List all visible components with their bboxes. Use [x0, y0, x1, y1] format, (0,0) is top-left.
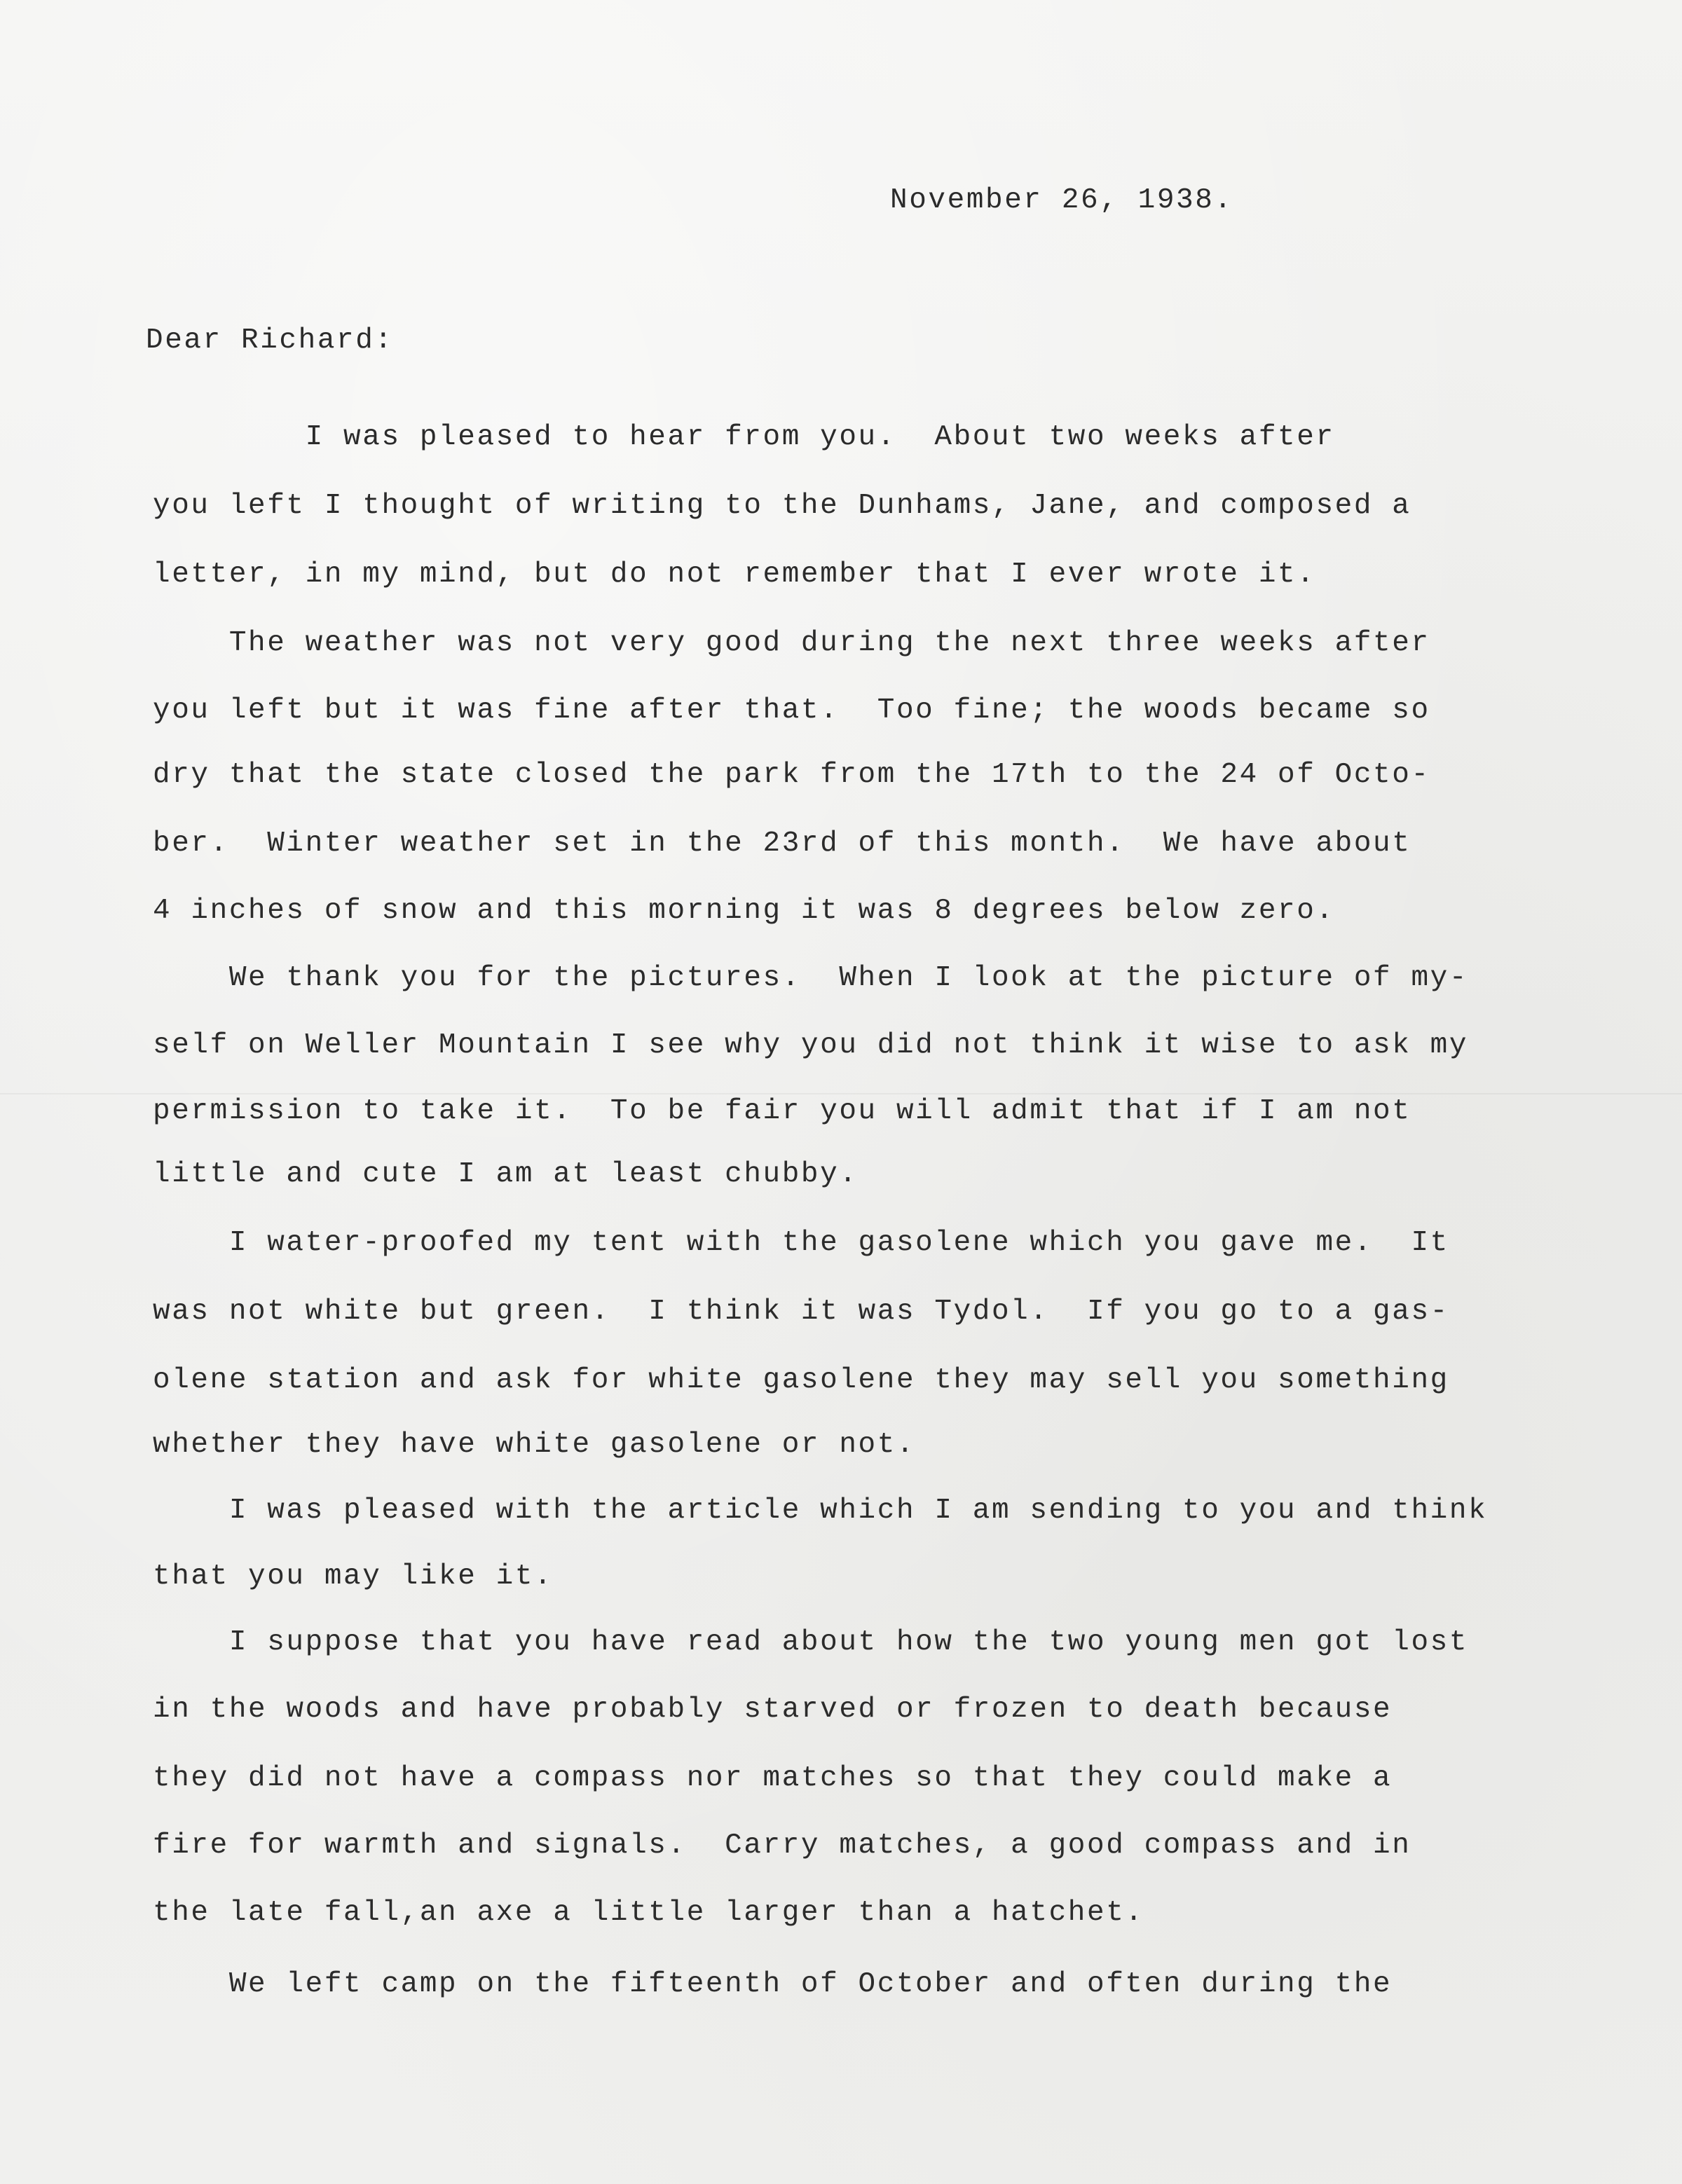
- letter-line-18: that you may like it.: [153, 1560, 554, 1593]
- letter-line-11: permission to take it. To be fair you will admit that if I am not: [153, 1095, 1411, 1127]
- letter-line-19: I suppose that you have read about how the two young men got lost: [153, 1626, 1469, 1658]
- letter-line-17: I was pleased with the article which I am sending to you and think: [153, 1495, 1488, 1527]
- letter-line-15: olene station and ask for white gasolene they may sell you something: [153, 1364, 1449, 1396]
- letter-line-24: We left camp on the fifteenth of October and often during the: [153, 1968, 1393, 2000]
- letter-salutation: Dear Richard:: [146, 324, 394, 357]
- letter-line-9: We thank you for the pictures. When I look at the picture of my-: [153, 962, 1469, 994]
- letter-line-4: The weather was not very good during the next three weeks after: [153, 627, 1430, 659]
- letter-line-23: the late fall,an axe a little larger than a hatchet.: [153, 1897, 1144, 1929]
- letter-line-16: whether they have white gasolene or not.: [153, 1429, 916, 1461]
- letter-line-20: in the woods and have probably starved or frozen to death because: [153, 1694, 1393, 1726]
- letter-line-10: self on Weller Mountain I see why you did not think it wise to ask my: [153, 1029, 1469, 1062]
- letter-line-13: I water-proofed my tent with the gasolene which you gave me. It: [153, 1227, 1449, 1259]
- letter-line-1: I was pleased to hear from you. About two weeks after: [153, 421, 1335, 453]
- letter-line-22: fire for warmth and signals. Carry matches, a good compass and in: [153, 1829, 1411, 1862]
- letter-date: November 26, 1938.: [890, 184, 1233, 217]
- letter-line-7: ber. Winter weather set in the 23rd of this month. We have about: [153, 827, 1411, 860]
- letter-line-6: dry that the state closed the park from the 17th to the 24 of Octo-: [153, 759, 1430, 791]
- letter-line-5: you left but it was fine after that. Too fine; the woods became so: [153, 694, 1430, 727]
- letter-line-3: letter, in my mind, but do not remember that I ever wrote it.: [153, 558, 1316, 591]
- letter-line-2: you left I thought of writing to the Dunhams, Jane, and composed a: [153, 490, 1411, 522]
- letter-line-14: was not white but green. I think it was Tydol. If you go to a gas-: [153, 1296, 1449, 1328]
- letter-line-8: 4 inches of snow and this morning it was 8 degrees below zero.: [153, 895, 1335, 927]
- letter-line-21: they did not have a compass nor matches so that they could make a: [153, 1762, 1393, 1794]
- letter-line-12: little and cute I am at least chubby.: [153, 1158, 859, 1190]
